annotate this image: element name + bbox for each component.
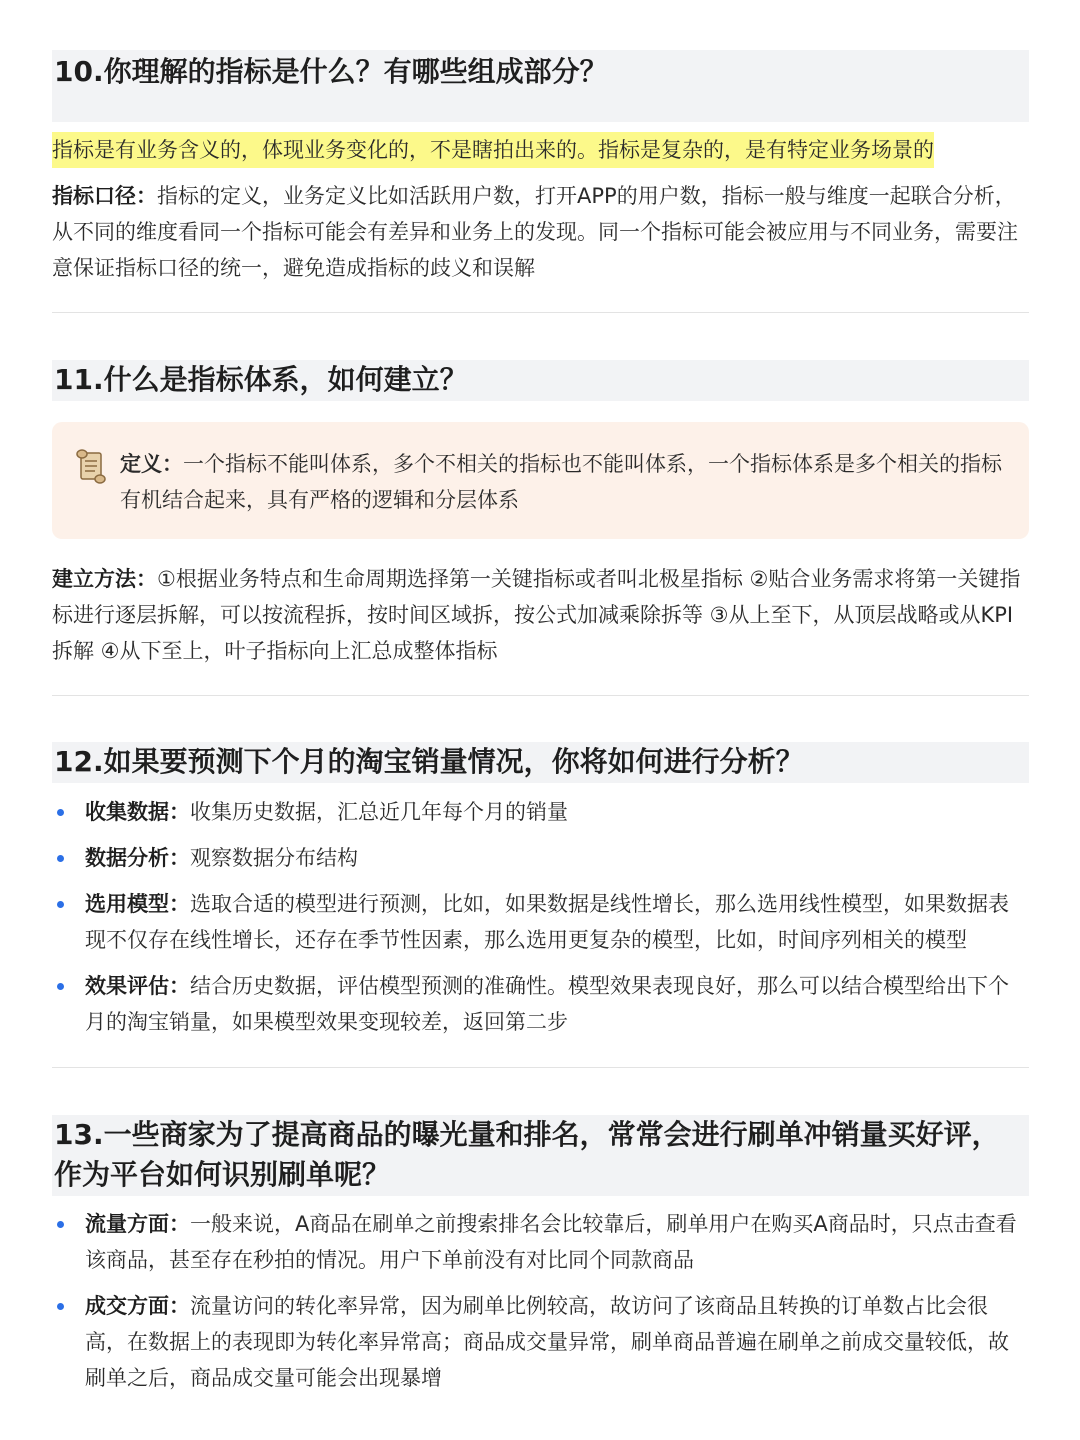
list-item	[52, 1206, 1029, 1288]
item-label: 成交方面：	[85, 1294, 190, 1318]
definition-text-block	[120, 446, 1010, 518]
divider	[52, 1067, 1029, 1068]
item-text: 一般来说，A商品在刷单之前搜索排名会比较靠后，刷单用户在购买A商品时，只点击查看该商品，甚至存在秒拍的情况。用户下单前没有对比同个同款商品	[85, 1212, 1017, 1272]
section-10-heading: 10.你理解的指标是什么？有哪些组成部分？	[52, 50, 1029, 122]
definition-text: 一个指标不能叫体系，多个不相关的指标也不能叫体系，一个指标体系是多个相关的指标有机结合起来，具有严格的逻辑和分层体系	[120, 452, 1002, 512]
bullet-dot	[57, 1303, 64, 1310]
section-12-heading: 12.如果要预测下个月的淘宝销量情况，你将如何进行分析？	[52, 742, 1029, 783]
section-11-heading: 11.什么是指标体系，如何建立？	[52, 360, 1029, 401]
item-label: 收集数据：	[85, 800, 190, 824]
divider	[52, 312, 1029, 313]
item-text: 收集历史数据，汇总近几年每个月的销量	[190, 800, 568, 824]
build-method-label: 建立方法：	[52, 567, 157, 591]
metric-caliber-label: 指标口径：	[52, 184, 157, 208]
bullet-dot	[57, 809, 64, 816]
item-text: 结合历史数据，评估模型预测的准确性。模型效果表现良好，那么可以结合模型给出下个月的淘宝销量，如果模型效果变现较差，返回第二步	[85, 974, 1009, 1034]
item-text: 选取合适的模型进行预测，比如，如果数据是线性增长，那么选用线性模型，如果数据表现不仅存在线性增长，还存在季节性因素，那么选用更复杂的模型，比如，时间序列相关的模型	[85, 892, 1009, 952]
definition-callout	[52, 422, 1029, 539]
item-label: 选用模型：	[85, 892, 190, 916]
metric-caliber-para	[52, 178, 1027, 286]
list-item	[52, 794, 1029, 840]
bullet-dot	[57, 901, 64, 908]
list-item	[52, 968, 1029, 1040]
list-item	[52, 840, 1029, 886]
build-method-para	[52, 561, 1027, 669]
section-13-heading: 13.一些商家为了提高商品的曝光量和排名，常常会进行刷单冲销量买好评，作为平台如何识别刷单呢？	[52, 1115, 1029, 1196]
bullet-dot	[57, 855, 64, 862]
item-text: 流量访问的转化率异常，因为刷单比例较高，故访问了该商品且转换的订单数占比会很高，在数据上的表现即为转化率异常高；商品成交量异常，刷单商品普遍在刷单之前成交量较低，故刷单之后，商品成交量可能会出现暴增	[85, 1294, 1009, 1390]
item-label: 流量方面：	[85, 1212, 190, 1236]
list-item	[52, 886, 1029, 968]
list-item	[52, 1288, 1029, 1396]
highlighted-text: 指标是有业务含义的，体现业务变化的，不是瞎拍出来的。指标是复杂的，是有特定业务场景的	[52, 132, 934, 168]
section-13-list	[52, 1206, 1029, 1396]
divider	[52, 695, 1029, 696]
build-method-text: ①根据业务特点和生命周期选择第一关键指标或者叫北极星指标 ②贴合业务需求将第一关键指标进行逐层拆解，可以按流程拆，按时间区域拆，按公式加减乘除拆等 ③从上至下，从顶层战略或从KPI拆解 ④从下至上，叶子指标向上汇总成整体指标	[52, 567, 1021, 663]
section-10-highlight-para	[52, 132, 1027, 168]
bullet-dot	[57, 1221, 64, 1228]
item-text: 观察数据分布结构	[190, 846, 358, 870]
section-12-list	[52, 794, 1029, 1040]
metric-caliber-text: 指标的定义，业务定义比如活跃用户数，打开APP的用户数，指标一般与维度一起联合分析，从不同的维度看同一个指标可能会有差异和业务上的发现。同一个指标可能会被应用与不同业务，需要注意保证指标口径的统一，避免造成指标的歧义和误解	[52, 184, 1018, 280]
item-label: 效果评估：	[85, 974, 190, 998]
item-label: 数据分析：	[85, 846, 190, 870]
definition-label: 定义：	[120, 452, 183, 476]
bullet-dot	[57, 983, 64, 990]
scroll-icon	[74, 448, 108, 484]
